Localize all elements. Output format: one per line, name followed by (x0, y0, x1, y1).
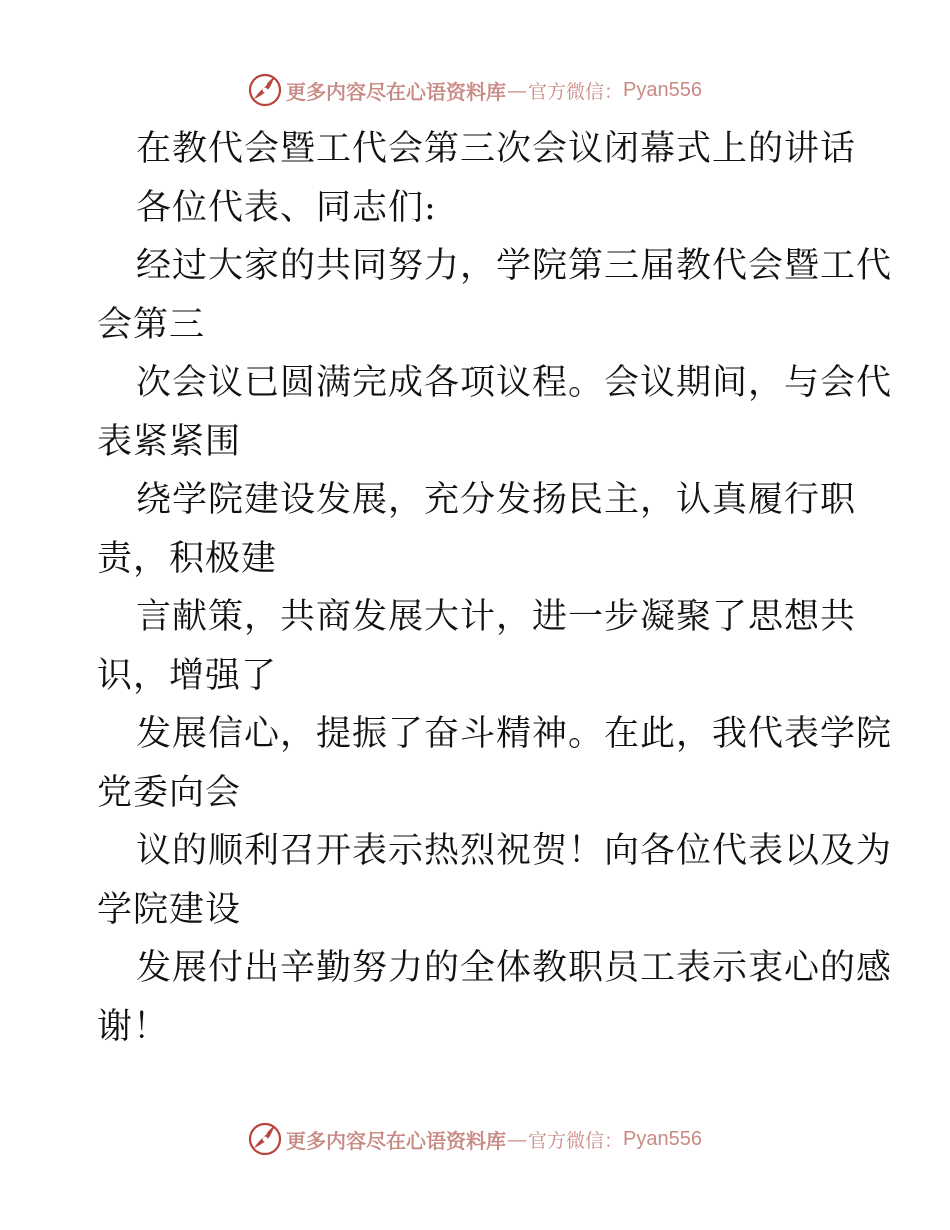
banner-main-text: 更多内容尽在心语资料库 (286, 1128, 506, 1153)
paragraph-line: 谢！ (97, 1006, 170, 1047)
banner-sub-text: 官方微信： (528, 80, 624, 103)
paragraph-line: 绕学院建设发展，充分发扬民主，认真履行职 (136, 480, 857, 520)
paragraph-line: 言献策，共商发展大计，进一步凝聚了思想共 (136, 597, 857, 637)
paragraph-line: 党委向会 (97, 772, 242, 813)
paragraph-line: 会第三 (97, 304, 206, 345)
paragraph-line: 责，积极建 (97, 538, 278, 579)
banner-sub-text: 官方微信： (528, 1129, 624, 1152)
paragraph-line: 识，增强了 (97, 655, 278, 696)
document-body (97, 120, 893, 1056)
document-paragraph (97, 237, 893, 1056)
pen-nib-circle-logo-icon (248, 1122, 282, 1156)
banner-dash: — (507, 1127, 527, 1151)
document-salutation: 各位代表、同志们: (136, 187, 437, 228)
paragraph-line: 表紧紧围 (97, 421, 242, 462)
banner-dash: — (507, 78, 527, 102)
banner-main-text: 更多内容尽在心语资料库 (286, 79, 506, 104)
paragraph-line: 次会议已圆满完成各项议程。会议期间，与会代 (136, 363, 893, 403)
document-title: 在教代会暨工代会第三次会议闭幕式上的讲话 (136, 129, 857, 169)
banner-wechat-id: Pyan556 (623, 1127, 702, 1150)
paragraph-line: 经过大家的共同努力，学院第三届教代会暨工代 (136, 246, 893, 286)
paragraph-line: 议的顺利召开表示热烈祝贺！向各位代表以及为 (136, 831, 893, 871)
banner-wechat-id: Pyan556 (623, 78, 702, 101)
pen-nib-circle-logo-icon (248, 73, 282, 107)
paragraph-line: 学院建设 (97, 889, 242, 930)
paragraph-line: 发展信心，提振了奋斗精神。在此，我代表学院 (136, 714, 893, 754)
footer-banner (0, 1117, 950, 1161)
header-banner (0, 68, 950, 112)
paragraph-line: 发展付出辛勤努力的全体教职员工表示衷心的感 (136, 948, 893, 988)
